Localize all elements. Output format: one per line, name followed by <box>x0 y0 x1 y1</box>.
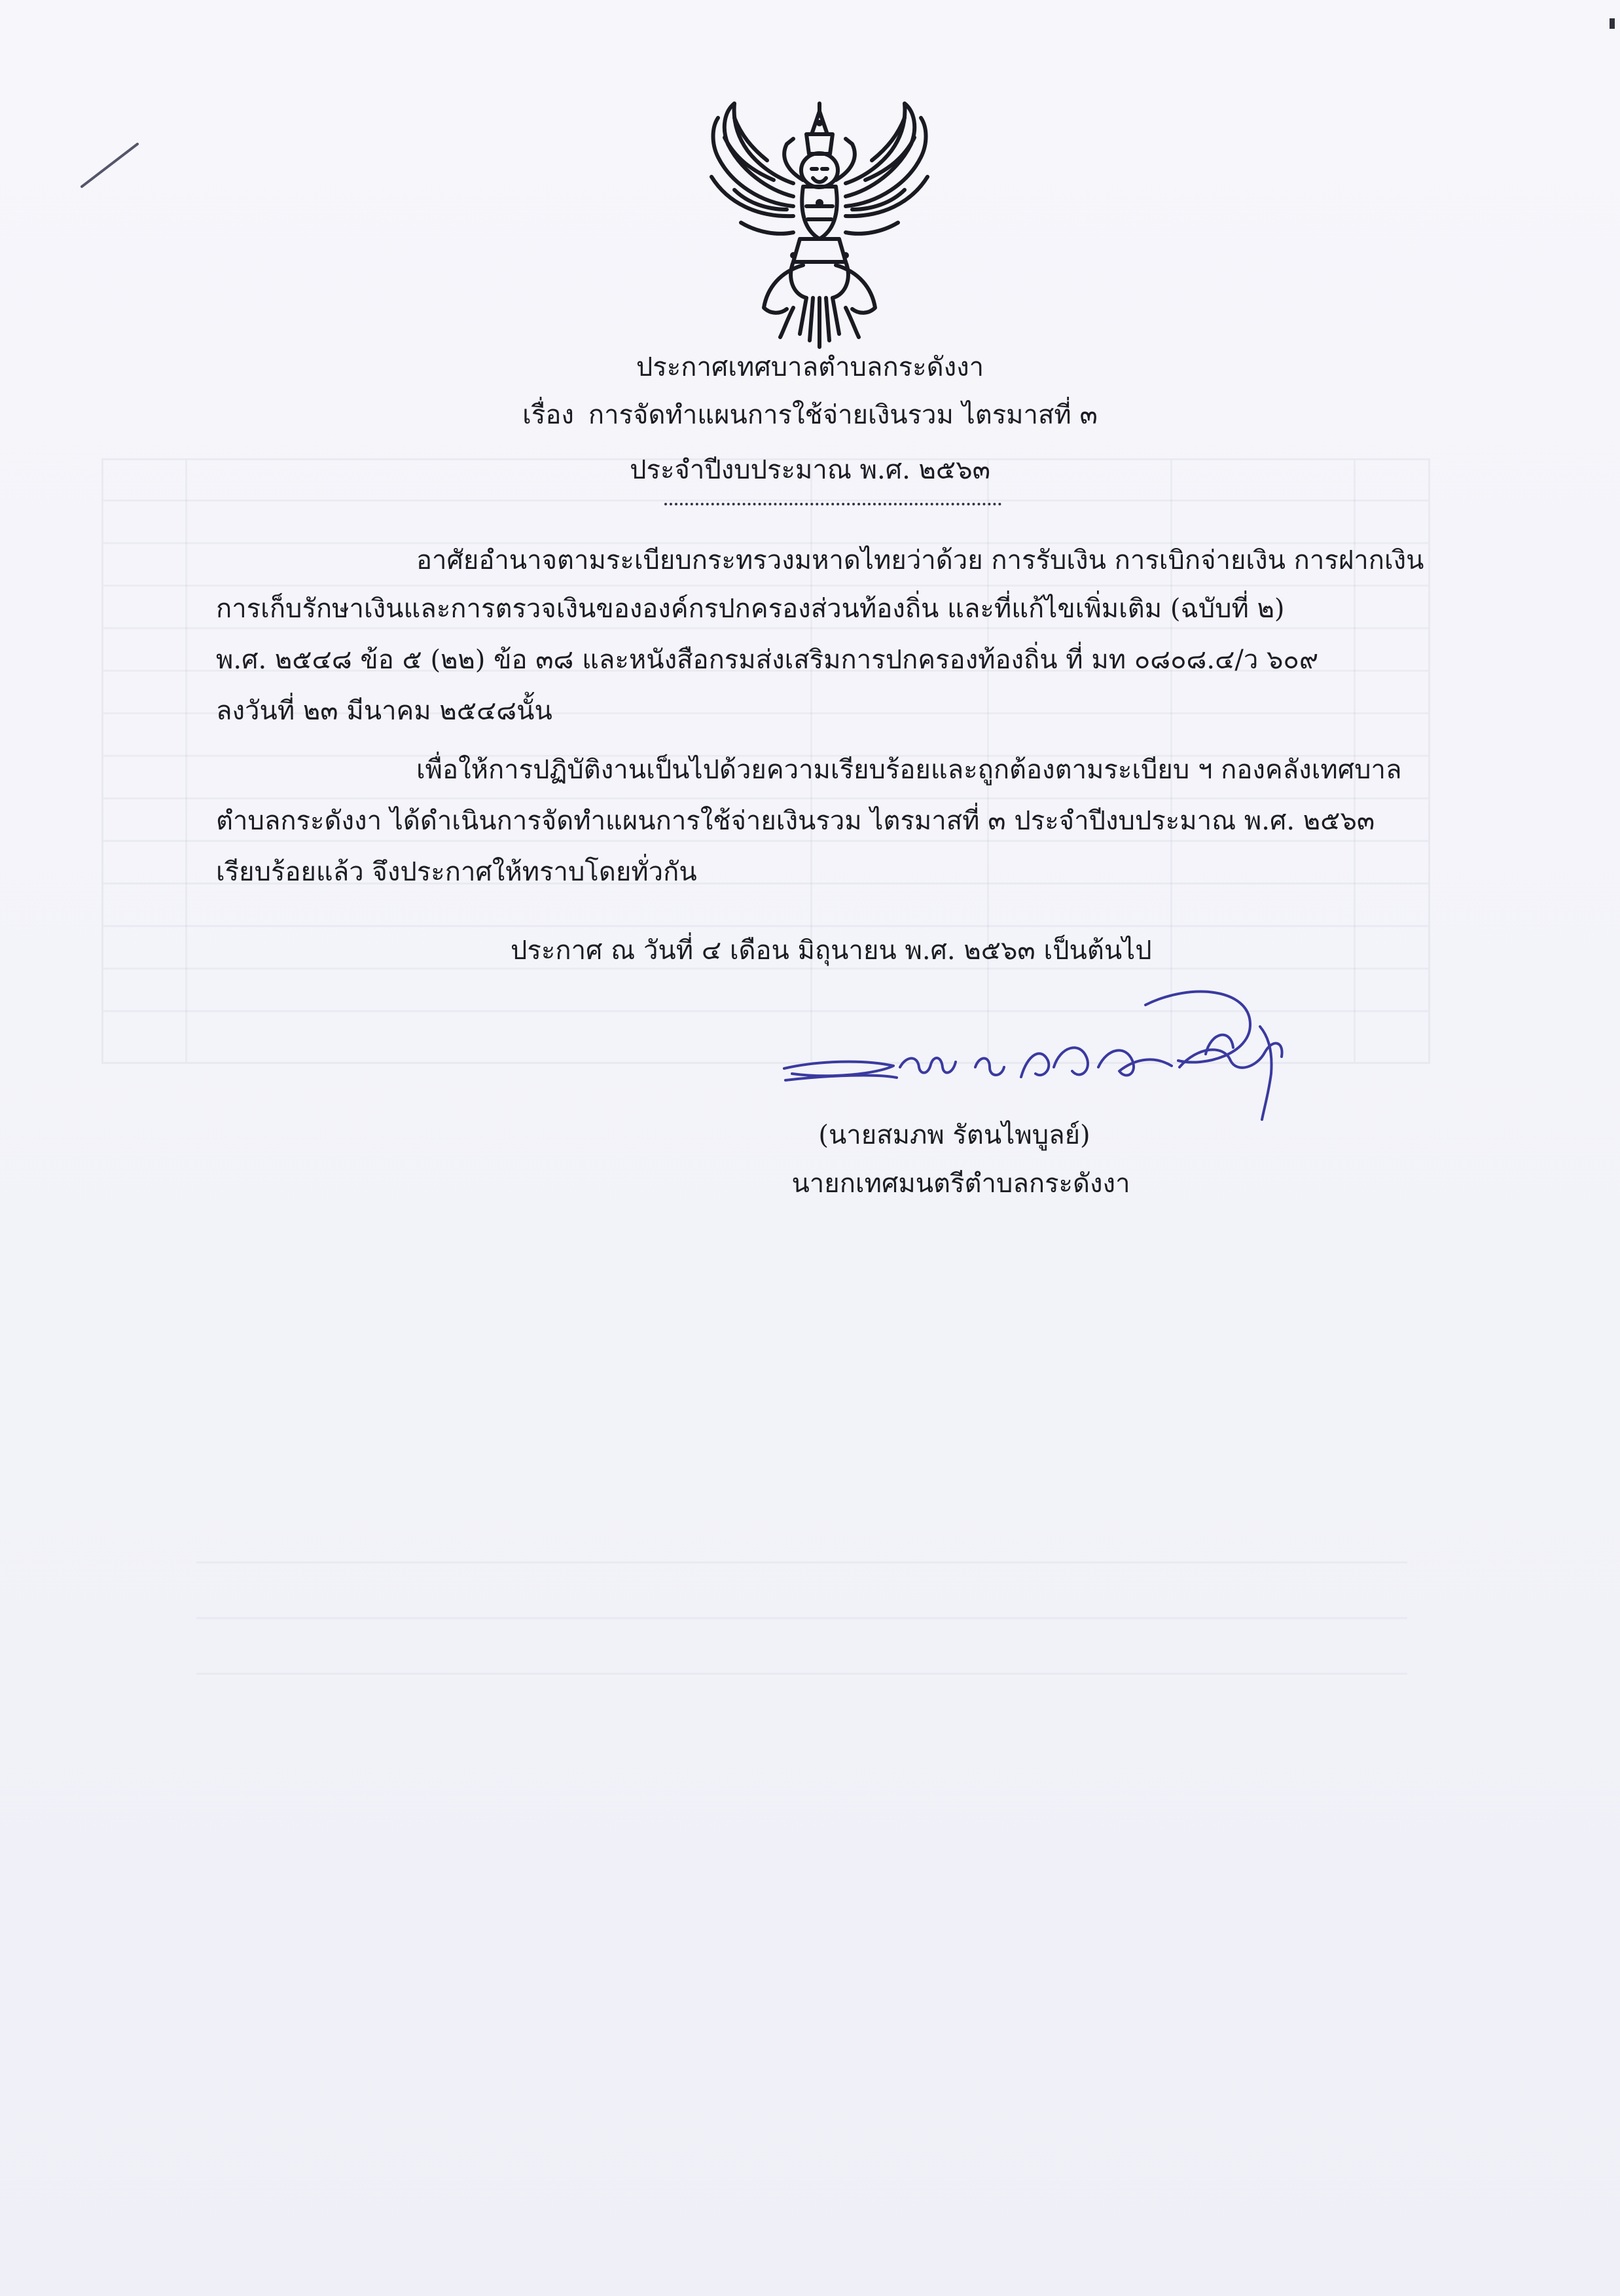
signatory-name: (นายสมภพ รัตนไพบูลย์) <box>818 1120 1090 1150</box>
scan-mark <box>1610 18 1615 29</box>
show-through-line <box>196 1673 1407 1675</box>
paragraph-2-line-1: เพื่อให้การปฏิบัติงานเป็นไปด้วยความเรียบร้อยและถูกต้องตามระเบียบ ฯ กองคลังเทศบาล <box>416 755 1402 785</box>
paragraph-2-line-3: เรียบร้อยแล้ว จึงประกาศให้ทราบโดยทั่วกัน <box>216 857 697 887</box>
fiscal-year: ประจำปีงบประมาณ พ.ศ. ๒๕๖๓ <box>630 455 990 485</box>
paragraph-1-line-2: การเก็บรักษาเงินและการตรวจเงินขององค์กรปกครองส่วนท้องถิ่น และที่แก้ไขเพิ่มเติม (ฉบับที่ ๒) <box>216 594 1285 624</box>
garuda-emblem-icon <box>695 98 944 350</box>
show-through-line <box>196 1561 1407 1563</box>
signatory-position: นายกเทศมนตรีตำบลกระดังงา <box>791 1169 1130 1199</box>
paragraph-1-line-1: อาศัยอำนาจตามระเบียบกระทรวงมหาดไทยว่าด้วย การรับเงิน การเบิกจ่ายเงิน การฝากเงิน <box>416 545 1424 575</box>
announcement-subject-line <box>0 397 1620 433</box>
announcement-subject: การจัดทำแผนการใช้จ่ายเงินรวม ไตรมาสที่ ๓ <box>588 400 1098 430</box>
announcement-date: ประกาศ ณ วันที่ ๔ เดือน มิถุนายน พ.ศ. ๒๕๖๓ เป็นต้นไป <box>511 936 1152 966</box>
paragraph-1-line-3: พ.ศ. ๒๕๔๘ ข้อ ๕ (๒๒) ข้อ ๓๘ และหนังสือกรมส่งเสริมการปกครองท้องถิ่น ที่ มท ๐๘๐๘.๔/ว ๖๐๙ <box>216 645 1319 675</box>
subject-label: เรื่อง <box>522 400 574 430</box>
dotted-divider <box>664 503 1001 505</box>
paragraph-1-line-4: ลงวันที่ ๒๓ มีนาคม ๒๕๔๘นั้น <box>216 696 552 726</box>
pen-mark <box>79 141 141 190</box>
announcement-title: ประกาศเทศบาลตำบลกระดังงา <box>636 352 984 382</box>
show-through-line <box>196 1617 1407 1619</box>
paragraph-2-line-2: ตำบลกระดังงา ได้ดำเนินการจัดทำแผนการใช้จ่ายเงินรวม ไตรมาสที่ ๓ ประจำปีงบประมาณ พ.ศ. ๒๕๖๓ <box>216 806 1375 836</box>
handwritten-signature <box>779 969 1322 1126</box>
